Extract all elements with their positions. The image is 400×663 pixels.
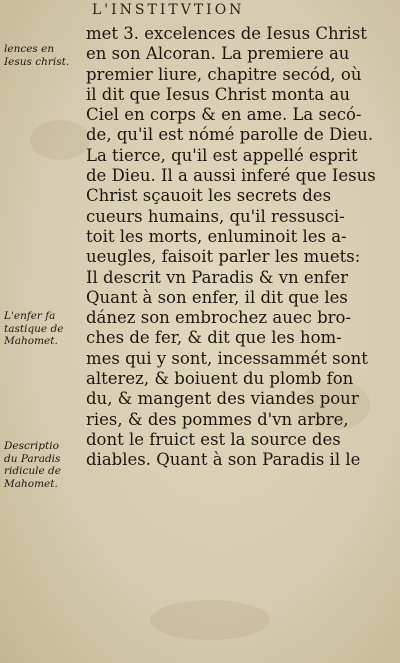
text-line: Quant à son enfer, il dit que les <box>86 287 348 307</box>
text-line: La tierce, qu'il est appellé esprit <box>86 145 358 165</box>
text-line: dont le fruict est la source des <box>86 429 341 449</box>
main-text-block <box>86 24 386 471</box>
text-line: ueugles, faisoit parler les muets: <box>86 247 361 267</box>
text-line: dánez son embrochez auec bro- <box>86 308 352 328</box>
text-line: toit les morts, enluminoit les a- <box>86 226 347 246</box>
text-line: de Dieu. Il a aussi inferé que Iesus <box>86 166 376 186</box>
margin-note-excellences: lences en Iesus christ. <box>4 43 70 68</box>
text-line: ries, & des pommes d'vn arbre, <box>86 409 349 429</box>
bleed-through <box>8 98 78 109</box>
text-line: il dit que Iesus Christ monta au <box>86 84 350 104</box>
text-line: du, & mangent des viandes pour <box>86 389 359 409</box>
text-line: met 3. excelences de Iesus Christ <box>86 24 367 43</box>
text-line: premier liure, chapitre secód, où <box>86 64 362 84</box>
text-line: de, qu'il est nómé parolle de Dieu. <box>86 125 374 145</box>
running-head: L'INSTITVTION <box>92 2 245 18</box>
margin-note-enfer: L'enfer fa tastique de Mahomet. <box>4 310 64 347</box>
text-line: ches de fer, & dit que les hom- <box>86 328 342 348</box>
text-line: en son Alcoran. La premiere au <box>86 44 350 64</box>
text-line: alterez, & boiuent du plomb fon <box>86 369 354 389</box>
text-line: Christ sçauoit les secrets des <box>86 186 332 206</box>
text-line: mes qui y sont, incessammét sont <box>86 348 368 368</box>
margin-note-paradis: Descriptio du Paradis ridicule de Mahomet. <box>4 440 61 490</box>
text-line: Ciel en corps & en ame. La secó- <box>86 105 362 125</box>
text-line: Il descrit vn Paradis & vn enfer <box>86 267 349 287</box>
text-line: cueurs humains, qu'il ressusci- <box>86 206 345 226</box>
text-line: diables. Quant à son Paradis il le <box>86 450 361 470</box>
bleed-through <box>8 140 78 151</box>
